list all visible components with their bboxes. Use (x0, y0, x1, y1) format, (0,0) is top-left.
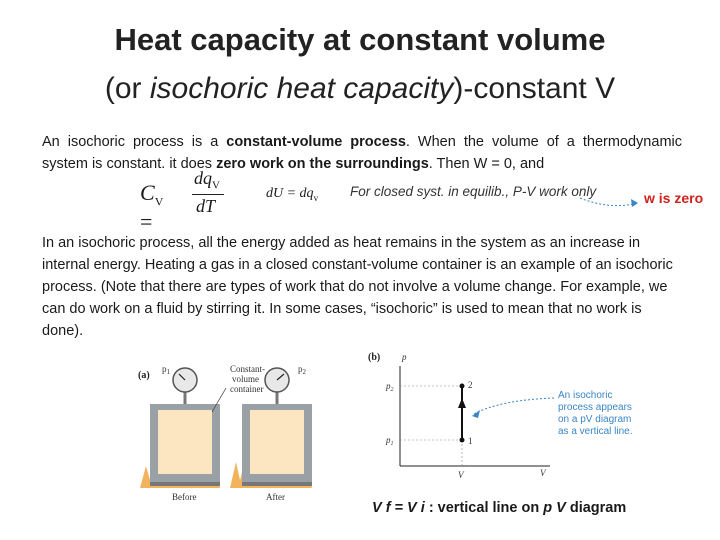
w-is-zero-label: w is zero (644, 190, 704, 206)
figure-a-label: (a) (138, 370, 150, 381)
closed-system-note: For closed syst. in equilib., P-V work only (350, 184, 597, 199)
point-2-label: 2 (468, 380, 473, 390)
v-tick: V (458, 470, 464, 480)
before-label: Before (172, 492, 197, 502)
annotation-line-4: as a vertical line. (558, 426, 633, 437)
after-label: After (266, 492, 285, 502)
annotation-arrow (474, 398, 554, 414)
x-axis-label: V (540, 468, 546, 478)
y-axis-label: p (402, 352, 407, 362)
p2-gauge-label: $p_2$ (298, 364, 306, 376)
point-1-label: 1 (468, 436, 473, 446)
du-equation: dU = $dq_v$ (266, 186, 319, 203)
pv-caption: V f = V i : vertical line on p V diagram (372, 500, 627, 516)
container-label-1: Constant- (230, 364, 265, 374)
slide-subtitle: (or isochoric heat capacity)-constant V (104, 72, 616, 105)
p1-gauge-label: $p_1$ (162, 364, 170, 376)
container-before (150, 368, 220, 486)
container-label-3: container (230, 384, 264, 394)
p1-tick: $p_1$ (386, 435, 394, 447)
note-arrow-head (631, 199, 638, 207)
annotation-line-2: process appears (558, 402, 632, 413)
annotation-line-1: An isochoric (558, 390, 613, 401)
intro-paragraph: An isochoric process is a constant-volume process. When the volume of a thermodynamic system is constant. it does zero work on the surroundings. Then W = 0, and (42, 134, 682, 172)
annotation-line-3: on a pV diagram (558, 414, 632, 425)
slide-title: Heat capacity at constant volume (114, 22, 606, 57)
isochoric-arrow (458, 398, 466, 408)
note-arrow (580, 198, 638, 206)
container-label-2: volume (232, 374, 259, 384)
p2-tick: $p_2$ (386, 381, 394, 393)
isochoric-paragraph: In an isochoric process, all the energy added as heat remains in the system as an increase in internal energy. Heating a gas in a closed constant-volume container is an example of an isochoric process. (Note that there are types of work that do not involve a volume change. For example, we can do work on a fluid by stirring it. In some cases, “isochoric” is used to mean that no work is done). (42, 235, 673, 339)
figure-b-label: (b) (368, 352, 381, 363)
